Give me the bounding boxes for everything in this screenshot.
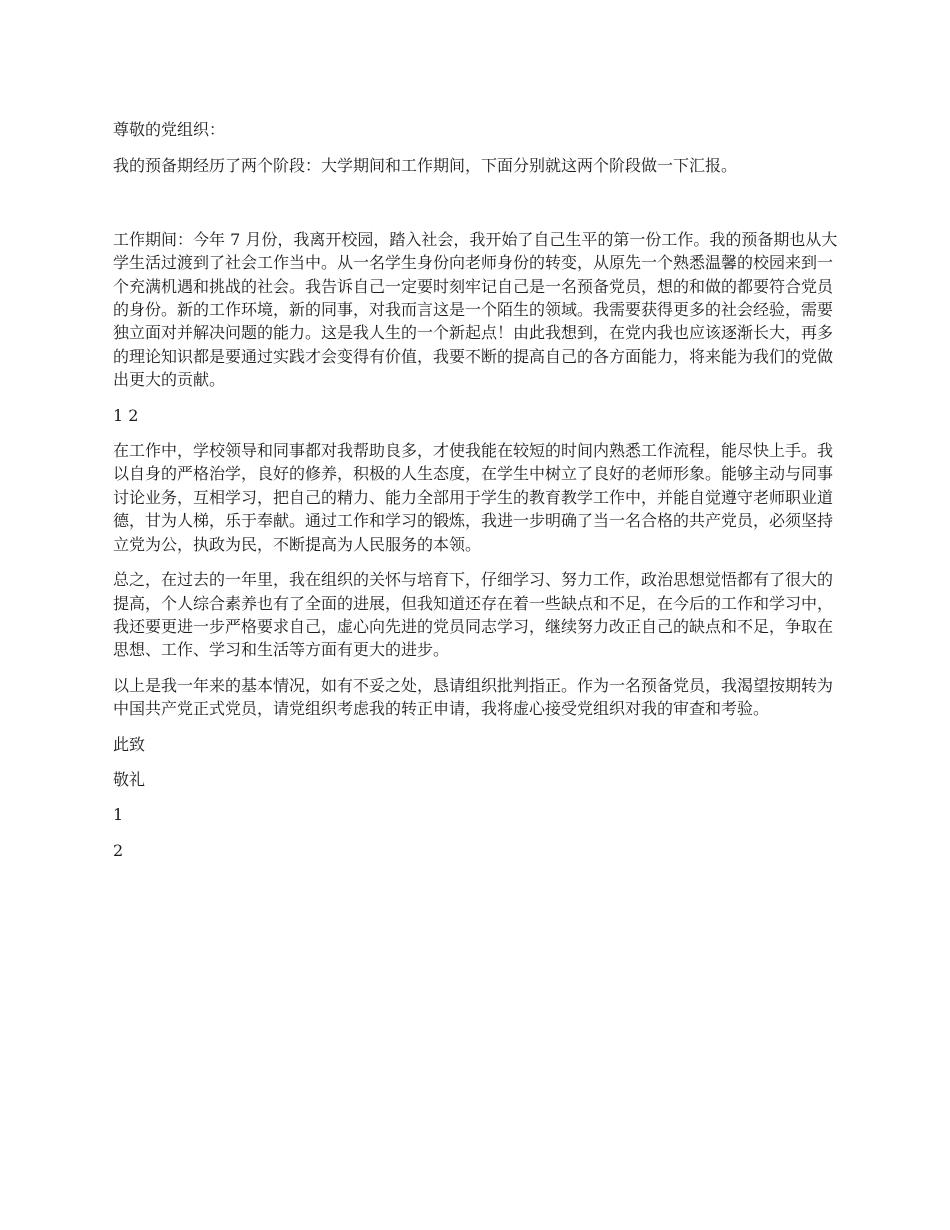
intro-paragraph: 我的预备期经历了两个阶段：大学期间和工作期间，下面分别就这两个阶段做一下汇报。 xyxy=(113,156,738,176)
work-period-paragraph: 工作期间：今年 7 月份，我离开校园，踏入社会，我开始了自己生平的第一份工作。我的预备期也从大学生活过渡到了社会工作当中。从一名学生身份向老师身份的转变，从原先一个熟悉温馨的校园来到一个充满机遇和挑战的社会。我告诉自己一定要时刻牢记自己是一名预备党员，想的和做的都要符合党员的身份。新的工作环境，新的同事，对我而言这是一个陌生的领域。我需要获得更多的社会经验，需要独立面对并解决问题的能力。这是我人生的一个新起点！由此我想到，在党内我也应该逐渐长大，再多的理论知识都是要通过实践才会变得有价值，我要不断的提高自己的各方面能力，将来能为我们的党做出更大的贡献。 xyxy=(113,229,838,390)
work-details-paragraph: 在工作中，学校领导和同事都对我帮助良多，才使我能在较短的时间内熟悉工作流程，能尽快上手。我以自身的严格治学，良好的修养，积极的人生态度，在学生中树立了良好的老师形象。能够主动与同事讨论业务，互相学习，把自己的精力、能力全部用于学生的教育教学工作中，并能自觉遵守老师职业道德，甘为人梯，乐于奉献。通过工作和学习的锻炼，我进一步明确了当一名合格的共产党员，必须坚持立党为公，执政为民，不断提高为人民服务的本领。 xyxy=(113,441,834,554)
closing-jingli: 敬礼 xyxy=(113,769,146,789)
closing-cizhi: 此致 xyxy=(113,734,146,754)
spacer xyxy=(113,190,841,228)
closing-request-paragraph: 以上是我一年来的基本情况，如有不妥之处，恳请组织批判指正。作为一名预备党员，我渴望按期转为中国共产党正式党员，请党组织考虑我的转正申请，我将虚心接受党组织对我的审查和考验。 xyxy=(113,675,834,719)
page-marker-text: 1 2 xyxy=(113,405,139,425)
salutation: 尊敬的党组织： xyxy=(113,120,226,139)
trailing-number-2: 2 xyxy=(113,840,124,860)
document-page xyxy=(113,118,841,874)
summary-paragraph: 总之，在过去的一年里，我在组织的关怀与培育下，仔细学习、努力工作，政治思想觉悟都有了很大的提高，个人综合素养也有了全面的进展，但我知道还存在着一些缺点和不足，在今后的工作和学习中，我还要更进一步严格要求自己，虚心向先进的党员同志学习，继续努力改正自己的缺点和不足，争取在思想、工作、学习和生活等方面有更大的进步。 xyxy=(113,570,834,660)
trailing-number-1: 1 xyxy=(113,805,124,825)
